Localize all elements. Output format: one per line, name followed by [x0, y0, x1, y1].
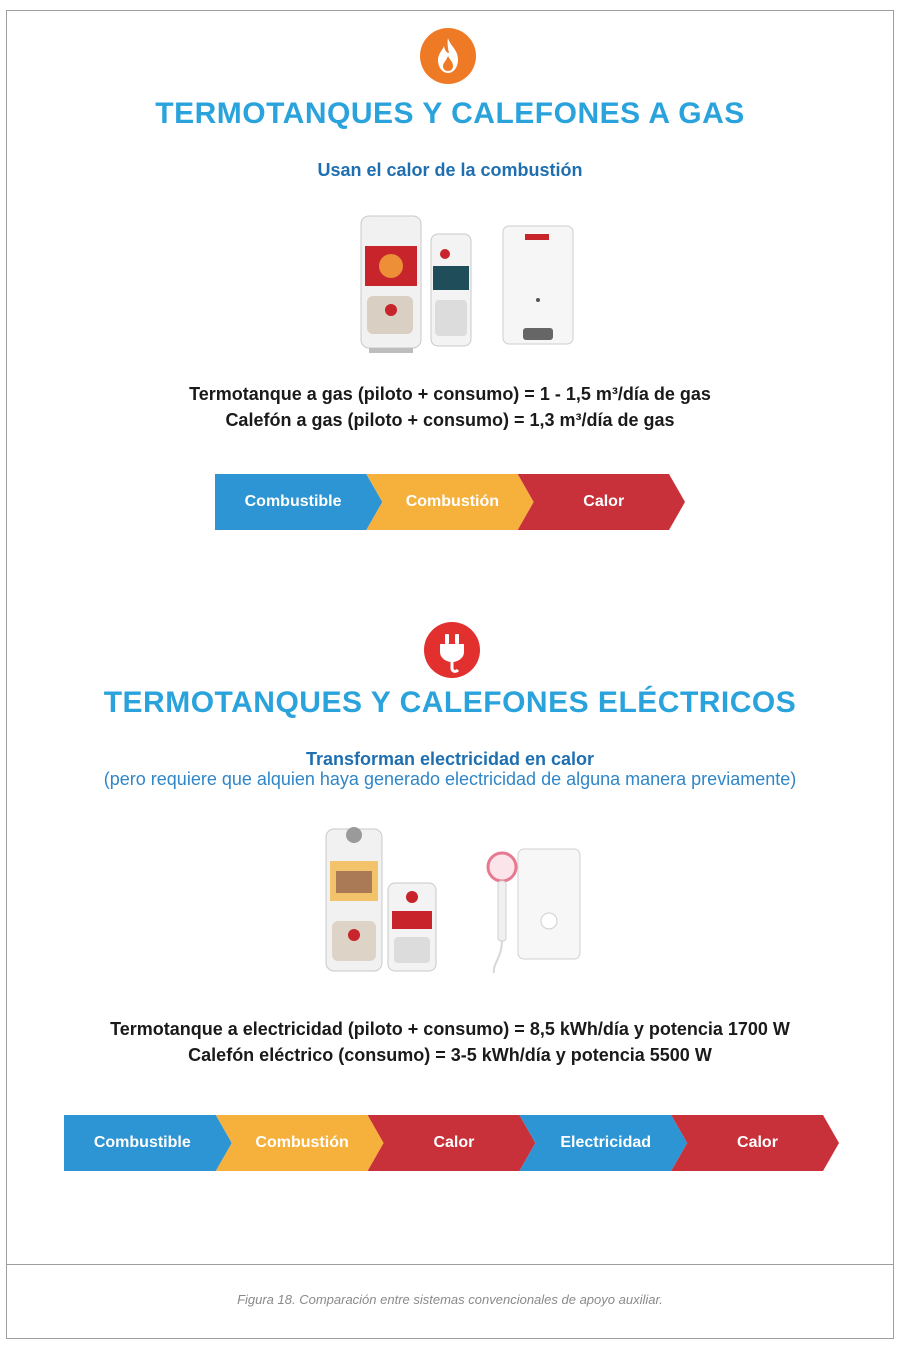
caption-divider	[6, 1264, 894, 1265]
gas-section-title: TERMOTANQUES Y CALEFONES A GAS	[155, 97, 745, 130]
plug-icon	[424, 622, 480, 678]
gas-instant-heater-icon	[503, 226, 573, 344]
gas-water-heater-small-icon	[431, 234, 471, 346]
figure-caption: Figura 18. Comparación entre sistemas convencionales de apoyo auxiliar.	[237, 1292, 663, 1307]
electric-shower-heater-icon	[488, 849, 580, 973]
electric-flow-step-label-1: Combustible	[93, 1134, 191, 1151]
electric-flow-diagram	[64, 1115, 839, 1171]
electric-water-heater-small-icon	[388, 883, 436, 971]
gas-products-image	[355, 210, 585, 355]
electric-flow-step-label-3: Calor	[433, 1134, 475, 1151]
flame-icon	[420, 28, 476, 84]
electric-products-image	[322, 825, 587, 975]
gas-spec-line-2: Calefón a gas (piloto + consumo) = 1,3 m³/día de gas	[225, 410, 675, 430]
electric-flow-step-label-2: Combustión	[255, 1134, 349, 1151]
electric-section-subtitle: Transforman electricidad en calor	[305, 749, 595, 769]
gas-section-subtitle: Usan el calor de la combustión	[317, 160, 583, 180]
electric-spec-line-2: Calefón eléctrico (consumo) = 3-5 kWh/día y potencia 5500 W	[188, 1045, 712, 1065]
gas-spec-line-1: Termotanque a gas (piloto + consumo) = 1 - 1,5 m³/día de gas	[189, 384, 711, 404]
electric-section-note: (pero requiere que alquien haya generado electricidad de alguna manera previamente)	[103, 769, 797, 789]
gas-flow-step-label-3: Calor	[583, 493, 625, 510]
gas-flow-step-label-1: Combustible	[244, 493, 342, 510]
gas-flow-step-label-2: Combustión	[405, 493, 500, 510]
electric-flow-step-label-5: Calor	[737, 1134, 778, 1151]
gas-water-heater-large-icon	[361, 216, 421, 353]
electric-section-title: TERMOTANQUES Y CALEFONES ELÉCTRICOS	[103, 686, 797, 719]
electric-flow-step-label-4: Electricidad	[560, 1134, 652, 1151]
electric-spec-line-1: Termotanque a electricidad (piloto + consumo) = 8,5 kWh/día y potencia 1700 W	[110, 1019, 790, 1039]
gas-flow-diagram	[215, 474, 685, 530]
electric-water-heater-large-icon	[326, 827, 382, 971]
